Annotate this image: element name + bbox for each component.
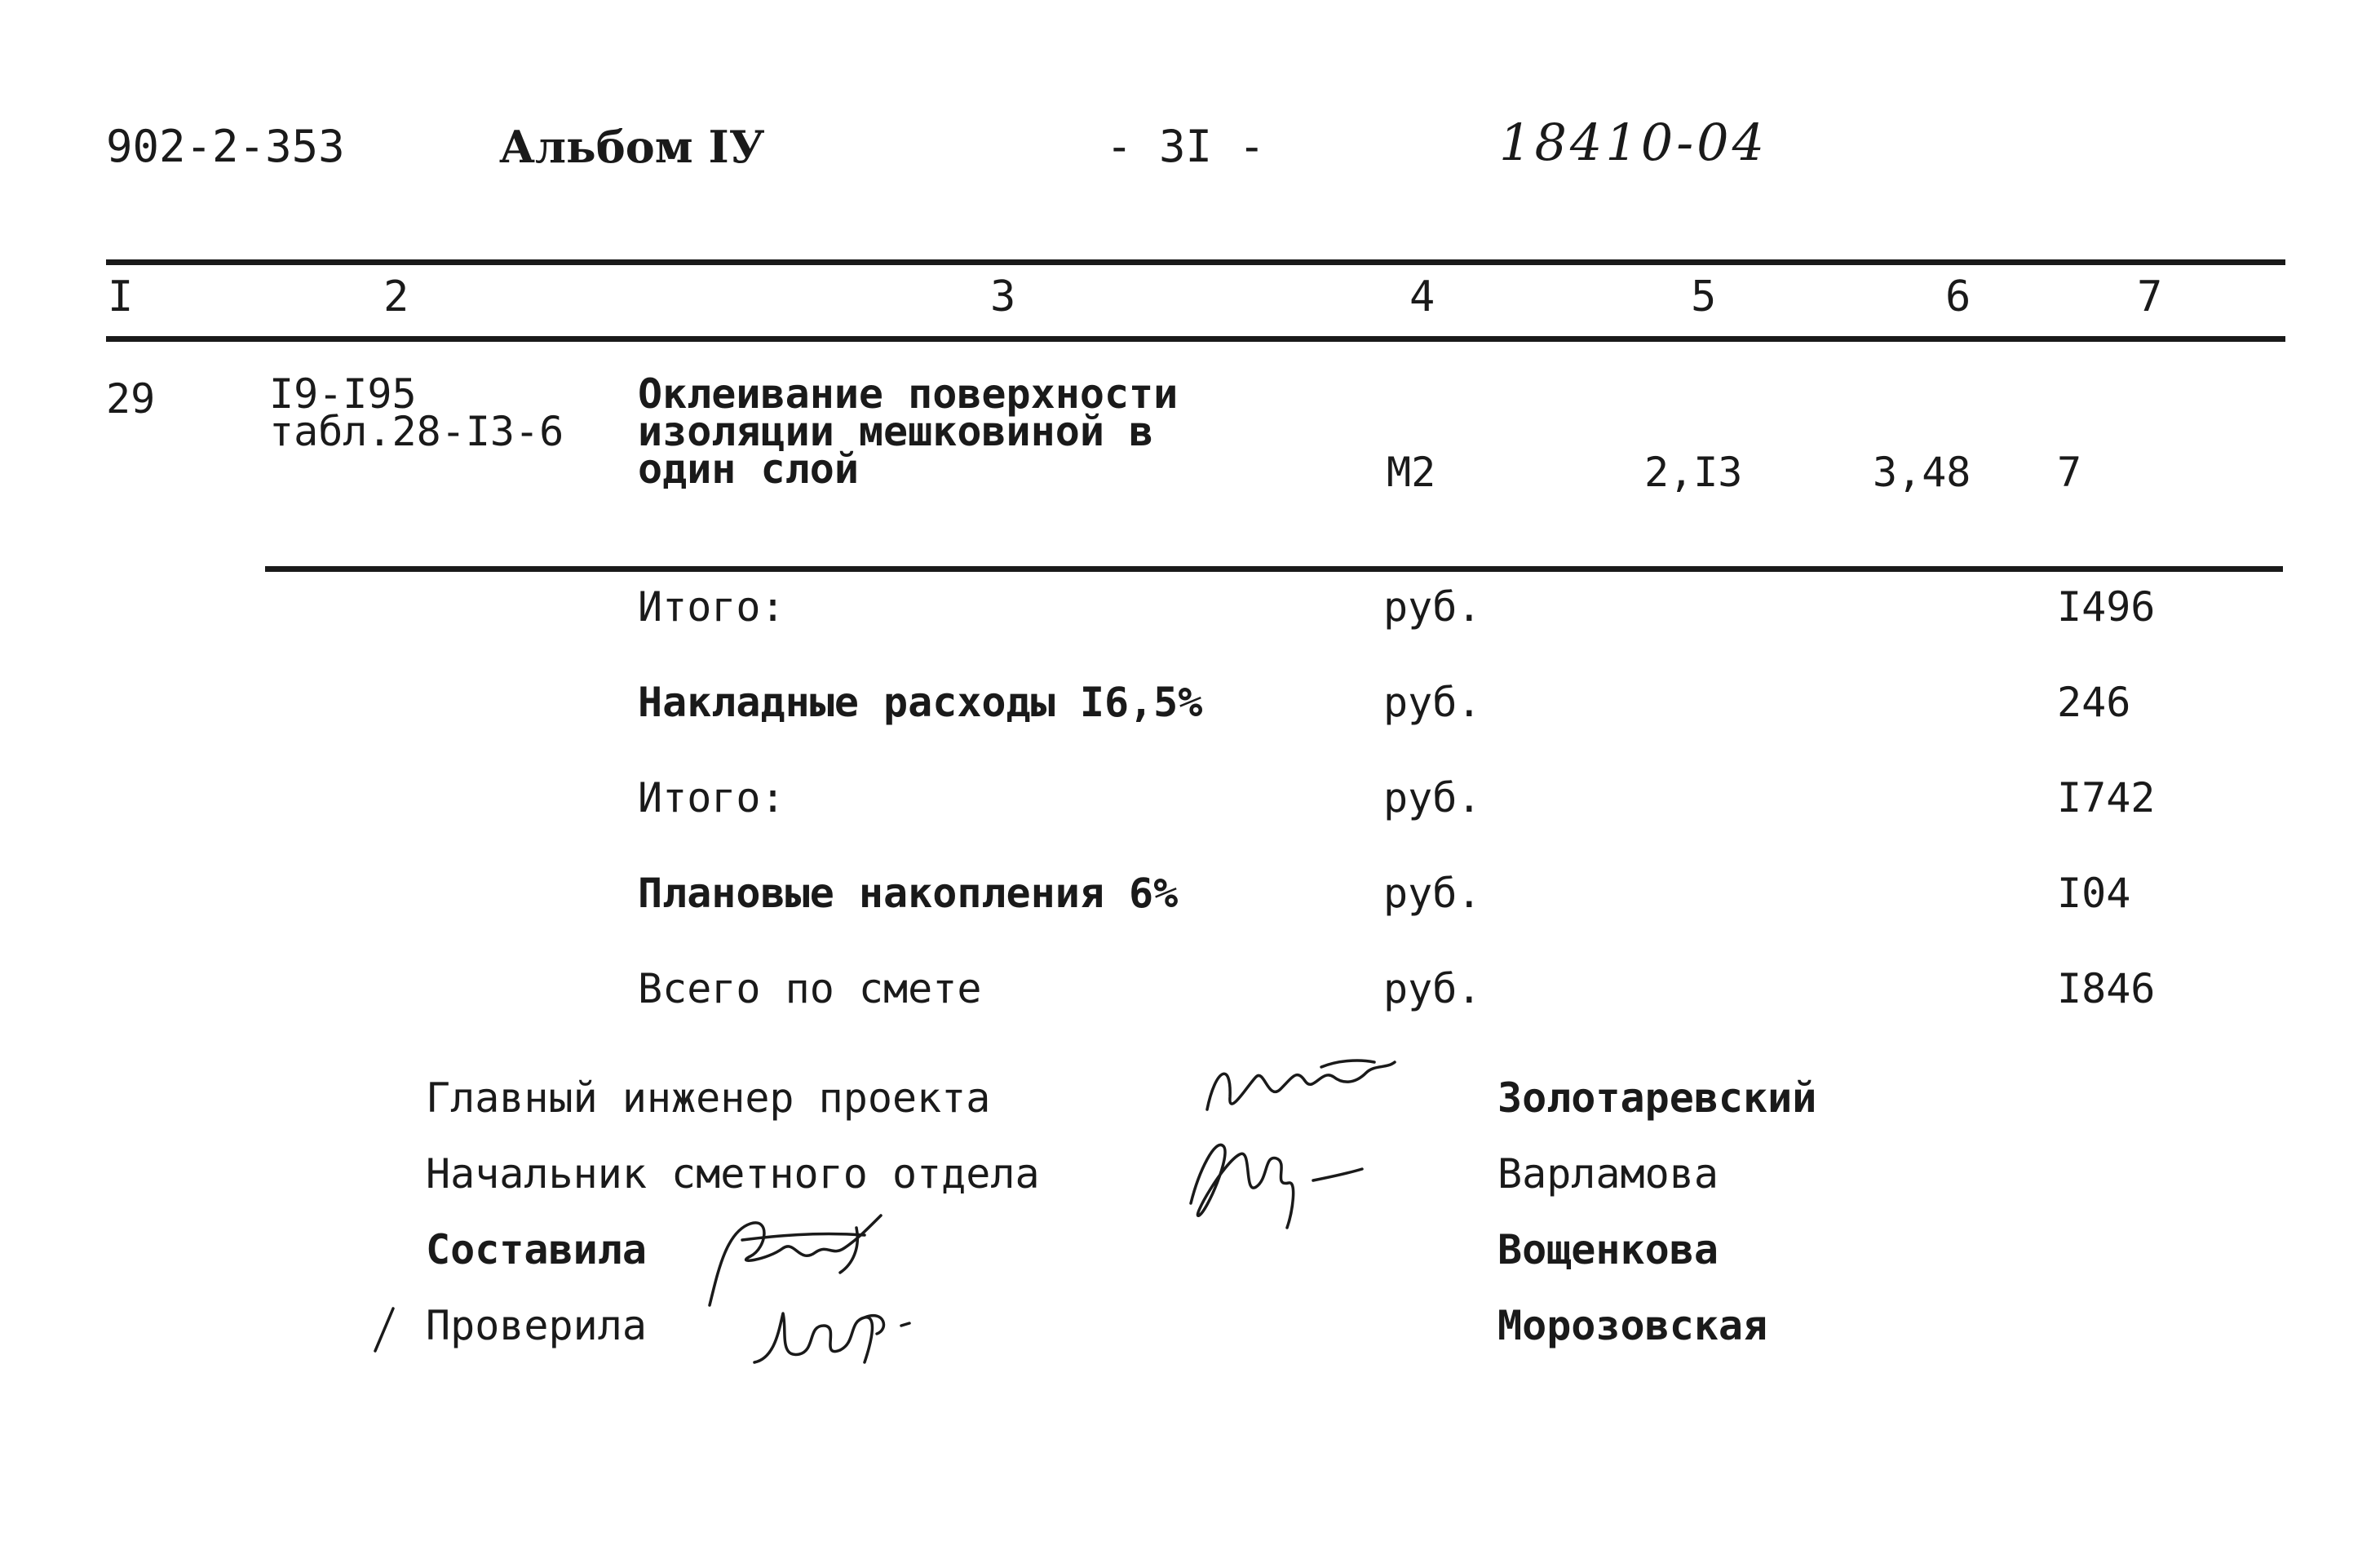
signature-name-checked-by: Морозовская [1497, 1302, 1768, 1349]
col-header-2: 2 [383, 272, 409, 321]
summary-label-overhead: Накладные расходы I6,5% [638, 679, 1203, 726]
summary-label-profit: Плановые накопления 6% [638, 870, 1179, 917]
pen-mark [369, 1305, 401, 1354]
summary-label-subtotal: Итого: [638, 583, 785, 631]
signature-name-compiled-by: Вощенкова [1497, 1226, 1719, 1273]
signature-chief-engineer [1199, 1052, 1411, 1126]
signature-role-compiled-by: Составила [426, 1226, 647, 1273]
row-total: 7 [2057, 449, 2082, 496]
summary-unit-grand-total: руб. [1383, 965, 1482, 1012]
summary-unit-overhead: руб. [1383, 679, 1482, 726]
row-unit: М2 [1387, 449, 1436, 496]
summary-unit-subtotal: руб. [1383, 583, 1482, 631]
summary-value-subtotal: I496 [2057, 583, 2156, 631]
document-code: 902-2-353 [106, 121, 345, 172]
summary-value-profit: I04 [2057, 870, 2131, 917]
signature-role-estimate-head: Начальник сметного отдела [426, 1150, 1040, 1198]
col-header-6: 6 [1945, 272, 1971, 321]
signature-name-chief-engineer: Золотаревский [1497, 1074, 1817, 1122]
table-top-rule [106, 259, 2285, 265]
row-description: Оклеивание поверхности изоляции мешковиной в один слой [638, 370, 1179, 493]
album-label: Альбом IУ [499, 121, 765, 173]
signature-role-chief-engineer: Главный инженер проекта [426, 1074, 991, 1122]
col-header-7: 7 [2137, 272, 2163, 321]
signature-checked-by [742, 1281, 938, 1379]
signature-estimate-head [1175, 1122, 1387, 1236]
page-number: - 3I - [1106, 121, 1266, 172]
row-quantity: 2,I3 [1644, 449, 1743, 496]
summary-value-overhead: 246 [2057, 679, 2131, 726]
summary-rule [265, 566, 2283, 572]
col-header-1: I [108, 272, 134, 321]
summary-unit-subtotal-2: руб. [1383, 774, 1482, 821]
row-price: 3,48 [1873, 449, 1971, 496]
summary-unit-profit: руб. [1383, 870, 1482, 917]
table-header-rule [106, 336, 2285, 342]
signature-name-estimate-head: Варламова [1497, 1150, 1719, 1198]
summary-value-grand-total: I846 [2057, 965, 2156, 1012]
row-number: 29 [106, 375, 156, 423]
row-code-line1: I9-I95 [269, 370, 417, 418]
col-header-3: 3 [990, 272, 1016, 321]
handwritten-number: 18410-04 [1499, 113, 1768, 172]
col-header-4: 4 [1409, 272, 1436, 321]
summary-value-subtotal-2: I742 [2057, 774, 2156, 821]
col-header-5: 5 [1691, 272, 1717, 321]
summary-label-grand-total: Всего по смете [638, 965, 982, 1012]
summary-label-subtotal-2: Итого: [638, 774, 785, 821]
row-code-line2: табл.28-I3-6 [269, 408, 564, 455]
signature-role-checked-by: Проверила [426, 1302, 647, 1349]
